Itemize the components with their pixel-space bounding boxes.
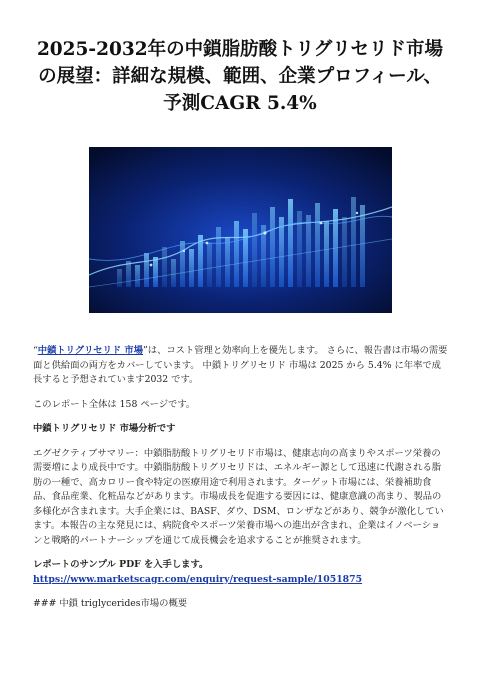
hero-bar [252,213,257,287]
hero-bar [315,203,320,287]
hero-bar [306,215,311,287]
document-title: 2025-2032年の中鎖脂肪酸トリグリセリド市場の展望：詳細な規模、範囲、企業プロフィール、予測CAGR 5.4% [36,39,444,114]
sample-label: レポートのサンプル PDF を入手します。 [33,559,209,570]
hero-bar [180,241,185,287]
hero-bar [234,221,239,287]
market-link[interactable]: 中鎖トリグリセリド 市場 [37,345,143,356]
hero-bar [189,249,194,287]
hero-bar [270,207,275,287]
hero-bar [126,261,131,287]
hero-bar [171,259,176,287]
section-heading: 中鎖トリグリセリド 市場分析です [33,423,176,434]
sample-request [33,558,449,587]
intro-text: は、コスト管理と効率向上を優先します。 さらに、報告書は市場の需要面と供給面の両方をカバーしています。 中鎖トリグリセリド 市場は 2025 から 5.4% に年率で成長すると予想されています2032 です。 [33,345,448,385]
article-body [33,344,449,622]
hero-image [89,147,392,313]
hero-bar [288,199,293,287]
quote-open: “ [33,345,38,356]
hero-bar [162,247,167,287]
hero-bar [342,217,347,287]
hero-bar [360,205,365,287]
hero-bar [153,257,158,287]
hero-bar [117,269,122,287]
hero-chart-illustration [89,147,392,313]
hero-bar [144,253,149,287]
intro-paragraph [33,344,449,388]
quote-close: ” [143,345,148,356]
pages-count-text: このレポート全体は 158 ページです。 [33,398,196,410]
hero-bar [324,221,329,287]
sample-link[interactable]: https://www.marketscagr.com/enquiry/request-sample/1051875 [33,573,363,585]
hero-bar [207,243,212,287]
hero-bar [351,197,356,287]
hero-bar [216,227,221,287]
executive-summary: エグゼクティブサマリー：中鎖脂肪酸トリグリセリド市場は、健康志向の高まりやスポーツ栄養の需要増により成長中です。中鎖脂肪酸トリグリセリドは、エネルギー源として迅速に代謝される脂肪の一種で、高カロリー食や特定の医療用途で利用されます。ターゲット市場には、栄養補助食品、食品産業、化粧品などがあります。市場成長を促進する要因には、健康意識の高まり、製品の多様化が含まれます。大手企業には、BASF、ダウ、DSM、ロンザなどがあり、競争が激化しています。本報告の主な発見には、病院食やスポーツ栄養市場への進出が含まれ、企業はイノベーションと戦略的パートナーシップを通じて成長機会を追求することが推奨されます。 [33,447,444,546]
hero-bar [225,237,230,287]
overview-heading: ### 中鎖 triglycerides市場の概要 [33,598,188,609]
hero-bar [135,265,140,287]
